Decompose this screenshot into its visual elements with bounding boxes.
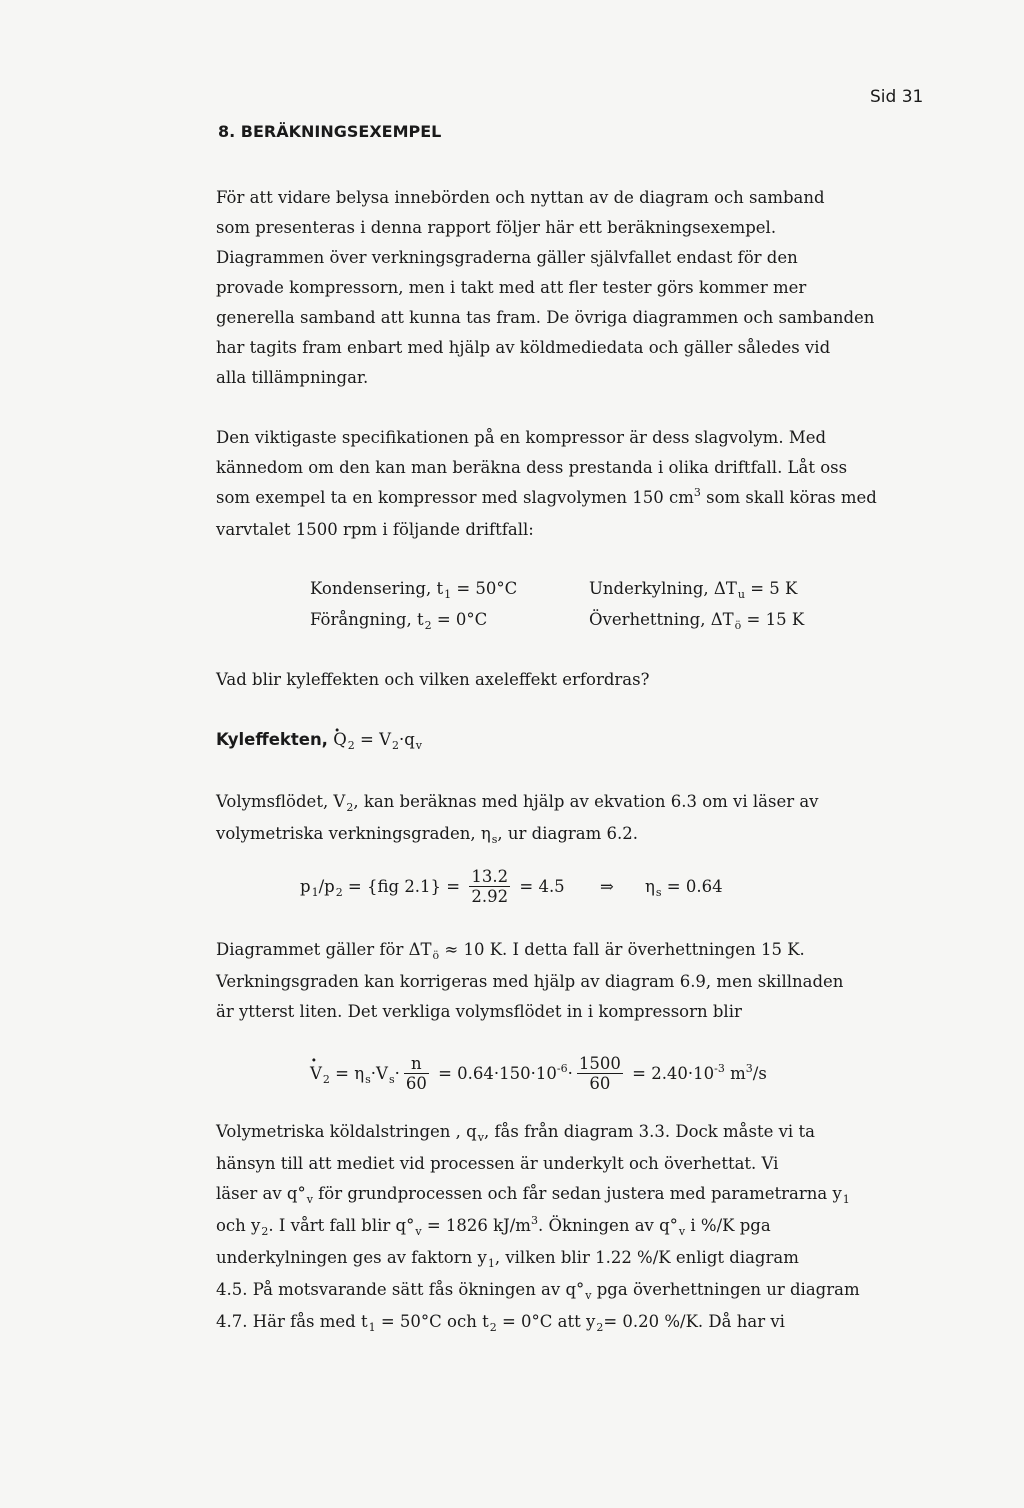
intro-paragraph (216, 183, 874, 393)
text-line: volymetriska verkningsgraden, $\eta_s$, ur diagram 6.2. (216, 824, 639, 846)
kyleffekt-formula: Kyleffekten, · $Q_2 = V_2\cdot q_v$ (216, 725, 422, 757)
section-title: 8. BERÄKNINGSEXEMPEL (218, 122, 442, 141)
text-line: är ytterst liten. Det verkliga volymsflödet in i kompressorn blir (216, 1002, 742, 1021)
condition-underkylning: Underkylning, $\Delta T_u = 5$ K (589, 579, 798, 601)
condition-kondensering: Kondensering, $t_1 = 50^\circ C$ (310, 579, 518, 601)
text-line: Diagrammen över verkningsgraderna gäller självfallet endast för den (216, 248, 798, 267)
text-line: 4.5. På motsvarande sätt fås ökningen av $q^\circ_v$ pga överhettningen ur diagram (216, 1280, 860, 1302)
text-line: har tagits fram enbart med hjälp av köldmediedata och gäller således vid (216, 338, 831, 357)
text-line: Den viktigaste specifikationen på en kompressor är dess slagvolym. Med (216, 428, 827, 447)
flow-equation: · $V_2 = \eta_s\cdot V_s\cdot$ $\frac{n}{60}$ = $0.64\cdot 150\cdot 10^{-6}\cdot$ $\frac{1500}{60}$ = $2.40\cdot 10^{-3}$ $m^3/s$ (310, 1055, 767, 1094)
diagram-note-paragraph (216, 935, 843, 1027)
text-line: alla tillämpningar. (216, 368, 369, 387)
text-line: För att vidare belysa innebörden och nyttan av de diagram och samband (216, 188, 825, 207)
text-line: underkylningen ges av faktorn $y_1$, vilken blir 1.22 %/K enligt diagram (216, 1248, 799, 1270)
text-line: som presenteras i denna rapport följer här ett beräkningsexempel. (216, 218, 777, 237)
text-line: kännedom om den kan man beräkna dess prestanda i olika driftfall. Låt oss (216, 458, 848, 477)
n-over-60-fraction: $\frac{n}{60}$ (405, 1054, 427, 1093)
text-line: provade kompressorn, men i takt med att fler tester görs kommer mer (216, 278, 807, 297)
pressure-ratio-equation: $p_1/p_2 = \{fig$ 2.1} = $\frac{13.2}{2.92}$ = 4.5 ⇒ $\eta_s = 0.64$ (300, 867, 723, 906)
text-line: hänsyn till att mediet vid processen är underkylt och överhettat. Vi (216, 1154, 779, 1173)
text-line: Verkningsgraden kan korrigeras med hjälp av diagram 6.9, men skillnaden (216, 972, 844, 991)
implies-arrow: ⇒ (599, 877, 614, 896)
text-line: 4.7. Här fås med $t_1 = 50^\circ C$ och $t_2 = 0^\circ C$ att $y_2= 0.20$ %/K. Då har vi (216, 1312, 785, 1334)
text-line: Diagrammet gäller för $\Delta T_ö \approx 10$ K. I detta fall är överhettningen 15 K. (216, 940, 805, 962)
text-line: och $y_2$. I vårt fall blir $q^\circ_v = 1826$ $kJ/m^3$. Ökningen av $q^\circ_v$ i %/K pga (216, 1214, 771, 1238)
rpm-over-60-fraction: $\frac{1500}{60}$ (578, 1054, 621, 1093)
text-line: Volymetriska köldalstringen , $q_v$, fås från diagram 3.3. Dock måste vi ta (216, 1122, 815, 1144)
condition-overhettning: Överhettning, $\Delta T_ö = 15$ K (589, 610, 805, 632)
ratio-fraction: $\frac{13.2}{2.92}$ (471, 867, 509, 906)
text-line: generella samband att kunna tas fram. De övriga diagrammen och sambanden (216, 308, 875, 327)
question-line: Vad blir kyleffekten och vilken axeleffekt erfordras? (216, 670, 650, 689)
volymsflode-paragraph (216, 787, 819, 851)
text-line: varvtalet 1500 rpm i följande driftfall: (216, 520, 534, 539)
koldalstring-paragraph (216, 1117, 860, 1339)
page-number: Sid 31 (870, 87, 924, 107)
text-line: som exempel ta en kompressor med slagvolymen 150 $cm^3$ som skall köras med (216, 486, 877, 507)
text-line: Volymsflödet, $V_2$, kan beräknas med hjälp av ekvation 6.3 om vi läser av (216, 792, 819, 814)
text-line: läser av $q^\circ_v$ för grundprocessen och får sedan justera med parametrarna $y_1$ (216, 1184, 850, 1206)
condition-forangning: Förångning, $t_2 = 0^\circ C$ (310, 610, 488, 632)
spec-paragraph (216, 423, 877, 545)
